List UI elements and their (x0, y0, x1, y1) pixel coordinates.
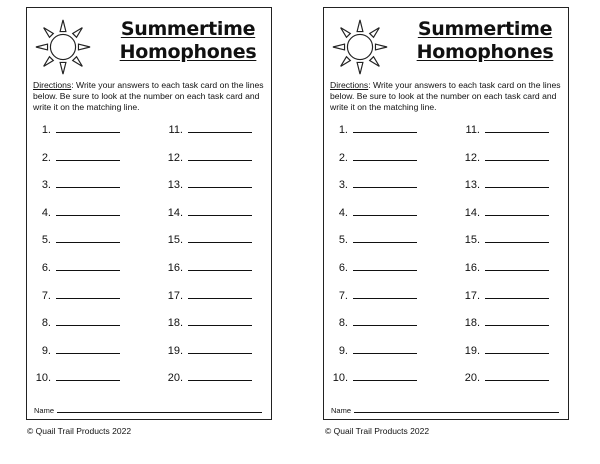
name-label: Name (331, 406, 352, 415)
answer-line[interactable] (353, 232, 417, 243)
answer-line[interactable] (353, 343, 417, 354)
answer-row (31, 343, 120, 358)
answer-row (31, 260, 120, 275)
title-line-2: Homophones (416, 41, 554, 63)
answer-line[interactable] (353, 205, 417, 216)
answer-line[interactable] (56, 122, 120, 133)
answer-line[interactable] (485, 232, 549, 243)
answer-line[interactable] (485, 260, 549, 271)
answer-number: 2. (41, 151, 51, 164)
answer-line[interactable] (56, 177, 120, 188)
answer-line[interactable] (56, 315, 120, 326)
name-row (34, 405, 262, 415)
name-line[interactable] (57, 405, 262, 413)
answer-line[interactable] (56, 343, 120, 354)
answer-line[interactable] (485, 177, 549, 188)
answer-row (460, 122, 549, 137)
answer-line[interactable] (188, 343, 252, 354)
answer-row (460, 232, 549, 247)
answer-line[interactable] (485, 288, 549, 299)
answer-line[interactable] (56, 150, 120, 161)
answer-number: 5. (338, 234, 348, 247)
name-line[interactable] (354, 405, 559, 413)
answer-line[interactable] (56, 260, 120, 271)
answer-row (163, 260, 252, 275)
answer-row (460, 150, 549, 165)
answer-line[interactable] (188, 232, 252, 243)
answer-row (328, 343, 417, 358)
directions-label: Directions (330, 80, 369, 90)
answer-number: 13. (167, 179, 183, 192)
answer-row (31, 232, 120, 247)
title-line-1: Summertime (417, 18, 553, 40)
answer-line[interactable] (56, 232, 120, 243)
answer-row (31, 205, 120, 220)
answer-number: 5. (41, 234, 51, 247)
answer-number: 11. (465, 124, 480, 136)
answer-line[interactable] (353, 260, 417, 271)
answer-line[interactable] (485, 122, 549, 133)
worksheet-card-left (26, 7, 272, 420)
answer-row (460, 288, 549, 303)
copyright-text: © Quail Trail Products 2022 (325, 426, 430, 436)
answer-number: 17. (167, 289, 183, 302)
answer-row (328, 288, 417, 303)
answer-number: 18. (464, 317, 480, 330)
worksheet-title (105, 18, 271, 64)
answer-line[interactable] (353, 122, 417, 133)
title-line-2: Homophones (119, 41, 257, 63)
answer-number: 18. (167, 317, 183, 330)
answer-line[interactable] (56, 370, 120, 381)
answer-row (31, 177, 120, 192)
answer-row (460, 260, 549, 275)
answer-row (163, 370, 252, 385)
directions-body: : Write your answers to each task card on the lines below. Be sure to look at the number on each task card and write it on the matching line. (330, 80, 561, 112)
answer-line[interactable] (188, 150, 252, 161)
answer-number: 20. (167, 372, 183, 385)
answer-number: 13. (464, 179, 480, 192)
answer-row (163, 205, 252, 220)
answer-row (31, 288, 120, 303)
answer-row (328, 122, 417, 137)
name-label: Name (34, 406, 55, 415)
directions-body: : Write your answers to each task card on the lines below. Be sure to look at the number on each task card and write it on the matching line. (33, 80, 264, 112)
answer-line[interactable] (485, 343, 549, 354)
answer-row (328, 232, 417, 247)
answer-number: 2. (338, 151, 348, 164)
answer-row (328, 205, 417, 220)
answer-number: 8. (338, 317, 348, 330)
answer-number: 15. (464, 234, 480, 247)
answer-number: 3. (41, 179, 51, 192)
answer-number: 12. (464, 151, 480, 164)
answer-number: 11. (168, 124, 183, 136)
answer-number: 9. (338, 344, 348, 357)
answer-number: 10. (332, 372, 348, 385)
answer-line[interactable] (56, 205, 120, 216)
answer-number: 4. (41, 206, 51, 219)
answer-line[interactable] (188, 122, 252, 133)
answer-row (163, 122, 252, 137)
answer-line[interactable] (485, 370, 549, 381)
answer-number: 10. (35, 372, 51, 385)
answer-row (163, 343, 252, 358)
answer-line[interactable] (188, 370, 252, 381)
directions-text (33, 80, 269, 113)
answer-line[interactable] (353, 315, 417, 326)
answer-line[interactable] (188, 260, 252, 271)
name-row (331, 405, 559, 415)
answer-line[interactable] (485, 315, 549, 326)
answer-row (328, 370, 417, 385)
answer-number: 9. (41, 344, 51, 357)
answer-line[interactable] (188, 315, 252, 326)
answer-number: 6. (41, 262, 51, 274)
answer-number: 15. (167, 234, 183, 247)
answer-row (460, 315, 549, 330)
answer-row (460, 343, 549, 358)
answer-row (31, 370, 120, 385)
answer-row (328, 150, 417, 165)
copyright-text: © Quail Trail Products 2022 (27, 426, 132, 436)
answer-line[interactable] (353, 288, 417, 299)
sun-icon (331, 18, 389, 76)
answer-line[interactable] (485, 150, 549, 161)
answer-number: 1. (41, 124, 51, 136)
answer-row (31, 315, 120, 330)
answer-number: 19. (464, 344, 480, 357)
answer-line[interactable] (353, 177, 417, 188)
answer-number: 3. (338, 179, 348, 192)
answer-row (328, 177, 417, 192)
answer-row (460, 177, 549, 192)
answer-line[interactable] (56, 288, 120, 299)
answer-number: 14. (167, 206, 183, 219)
answer-line[interactable] (188, 288, 252, 299)
answer-number: 6. (338, 262, 348, 274)
answer-number: 4. (338, 206, 348, 219)
answer-line[interactable] (188, 177, 252, 188)
answer-row (31, 150, 120, 165)
answer-row (31, 122, 120, 137)
answer-number: 20. (464, 372, 480, 385)
answer-line[interactable] (353, 150, 417, 161)
answer-number: 1. (338, 124, 348, 136)
answer-number: 7. (338, 289, 348, 302)
answer-line[interactable] (485, 205, 549, 216)
answer-row (163, 177, 252, 192)
answer-row (163, 315, 252, 330)
answer-number: 16. (464, 262, 480, 274)
answer-row (460, 205, 549, 220)
title-line-1: Summertime (120, 18, 256, 40)
directions-label: Directions (33, 80, 72, 90)
answer-row (163, 288, 252, 303)
answer-row (328, 315, 417, 330)
directions-text (330, 80, 566, 113)
answer-number: 19. (167, 344, 183, 357)
answer-row (163, 150, 252, 165)
sun-icon (34, 18, 92, 76)
answer-number: 17. (464, 289, 480, 302)
answer-line[interactable] (188, 205, 252, 216)
answer-number: 14. (464, 206, 480, 219)
worksheet-title (402, 18, 568, 64)
answer-number: 16. (167, 262, 183, 274)
answer-number: 8. (41, 317, 51, 330)
answer-row (163, 232, 252, 247)
worksheet-card-right (323, 7, 569, 420)
answer-line[interactable] (353, 370, 417, 381)
answer-row (460, 370, 549, 385)
answer-number: 12. (167, 151, 183, 164)
answer-row (328, 260, 417, 275)
answer-number: 7. (41, 289, 51, 302)
